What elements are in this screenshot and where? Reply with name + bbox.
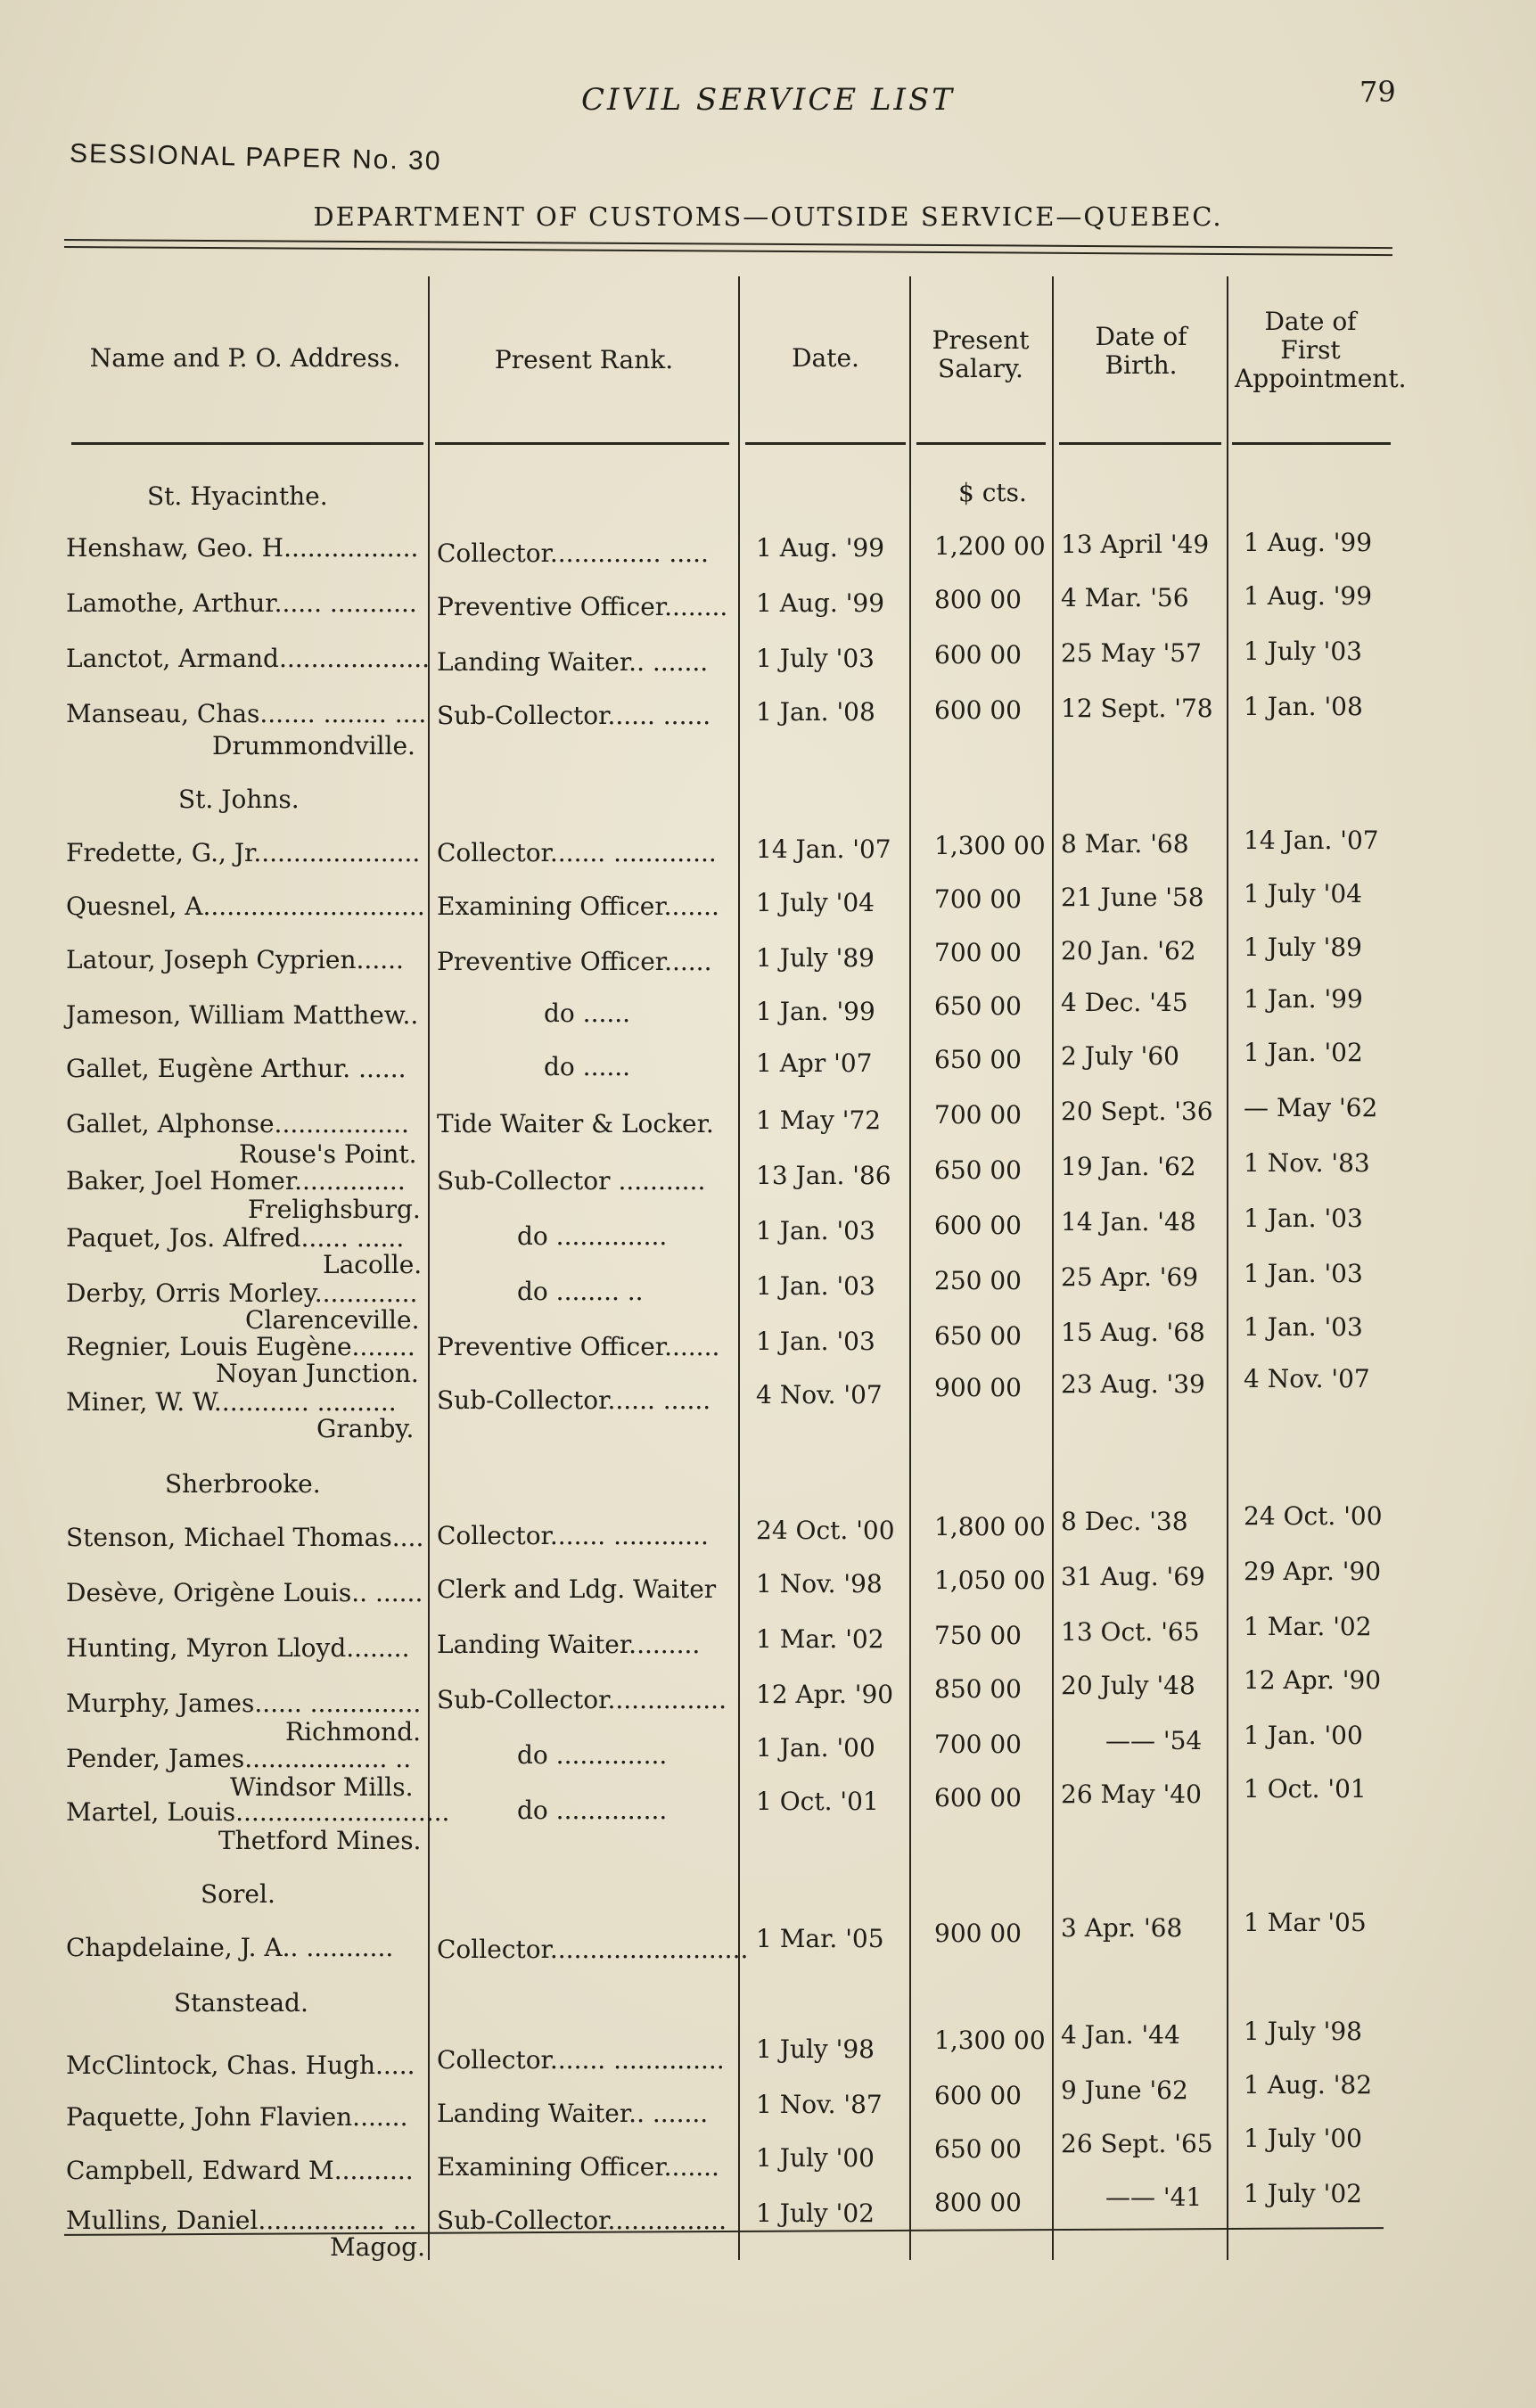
rank-date: 12 Apr. '90 bbox=[756, 1680, 894, 1709]
location-heading: Noyan Junction. bbox=[216, 1359, 419, 1388]
birth-date: 2 July '60 bbox=[1061, 1041, 1179, 1071]
appointment-date: 1 July '03 bbox=[1244, 637, 1362, 666]
birth-date: 20 July '48 bbox=[1061, 1671, 1195, 1700]
column-divider bbox=[1052, 276, 1054, 2260]
employee-name: Pender, James.................. .. bbox=[66, 1744, 412, 1773]
employee-name: Gallet, Eugène Arthur. ...... bbox=[66, 1054, 407, 1083]
birth-date: 23 Aug. '39 bbox=[1061, 1369, 1205, 1399]
rank-date: 1 Jan. '03 bbox=[756, 1271, 875, 1301]
birth-date: —— '54 bbox=[1105, 1726, 1203, 1755]
birth-date: 8 Dec. '38 bbox=[1061, 1507, 1188, 1536]
appointment-date: 29 Apr. '90 bbox=[1244, 1557, 1382, 1586]
rank-date: 1 May '72 bbox=[756, 1105, 882, 1135]
column-divider bbox=[909, 276, 911, 2260]
birth-date: 8 Mar. '68 bbox=[1061, 829, 1189, 859]
birth-date: —— '41 bbox=[1105, 2182, 1203, 2212]
birth-date: 26 Sept. '65 bbox=[1061, 2129, 1213, 2158]
birth-date: 26 May '40 bbox=[1061, 1779, 1202, 1809]
employee-rank: Collector.............. ..... bbox=[437, 538, 709, 568]
location-heading: Drummondville. bbox=[212, 731, 415, 760]
appointment-date: 4 Nov. '07 bbox=[1244, 1364, 1370, 1393]
birth-date: 20 Jan. '62 bbox=[1061, 936, 1196, 966]
rank-date: 1 Jan. '00 bbox=[756, 1733, 875, 1763]
salary: 650 00 bbox=[934, 991, 1022, 1021]
appointment-date: 1 Jan. '00 bbox=[1244, 1721, 1363, 1750]
employee-rank: Examining Officer....... bbox=[437, 2152, 719, 2182]
rank-date: 1 Oct. '01 bbox=[756, 1787, 879, 1816]
location-heading: Clarenceville. bbox=[245, 1305, 420, 1335]
rank-date: 1 Jan. '03 bbox=[756, 1327, 875, 1356]
employee-rank: do ...... bbox=[544, 1052, 631, 1081]
location-heading: St. Johns. bbox=[178, 785, 300, 814]
employee-rank: Clerk and Ldg. Waiter bbox=[437, 1574, 717, 1604]
employee-name: Quesnel, A............................ bbox=[66, 892, 425, 921]
employee-name: Manseau, Chas....... ........ .... bbox=[66, 699, 427, 728]
column-header-date: Date. bbox=[792, 343, 859, 373]
employee-rank: Collector....... .............. bbox=[437, 2045, 725, 2075]
salary: 700 00 bbox=[934, 1730, 1022, 1759]
appointment-date: — May '62 bbox=[1244, 1093, 1378, 1122]
birth-date: 15 Aug. '68 bbox=[1061, 1318, 1205, 1347]
running-head: CIVIL SERVICE LIST bbox=[581, 82, 955, 118]
birth-date: 20 Sept. '36 bbox=[1061, 1097, 1213, 1126]
employee-rank: do .............. bbox=[517, 1221, 668, 1251]
employee-rank: Landing Waiter.. ....... bbox=[437, 2099, 709, 2128]
location-heading: Windsor Mills. bbox=[230, 1772, 414, 1802]
employee-name: Mullins, Daniel................ ... bbox=[66, 2206, 417, 2235]
salary: 1,050 00 bbox=[934, 1566, 1046, 1595]
employee-name: Regnier, Louis Eugène........ bbox=[66, 1332, 415, 1361]
appointment-date: 1 Jan. '08 bbox=[1244, 692, 1363, 721]
employee-rank: do .............. bbox=[517, 1796, 668, 1825]
column-header-name: Name and P. O. Address. bbox=[89, 343, 401, 373]
employee-rank: Tide Waiter & Locker. bbox=[437, 1109, 714, 1138]
employee-name: Murphy, James...... .............. bbox=[66, 1689, 422, 1718]
employee-name: Latour, Joseph Cyprien...... bbox=[66, 945, 404, 974]
location-heading: Lacolle. bbox=[323, 1250, 423, 1279]
header-underline bbox=[1232, 442, 1391, 445]
employee-rank: do .............. bbox=[517, 1740, 668, 1770]
salary: 850 00 bbox=[934, 1674, 1022, 1704]
employee-name: Paquette, John Flavien....... bbox=[66, 2102, 408, 2132]
rank-date: 1 Nov. '87 bbox=[756, 2090, 883, 2119]
salary: 750 00 bbox=[934, 1621, 1022, 1650]
appointment-date: 1 Aug. '82 bbox=[1244, 2070, 1373, 2100]
birth-date: 9 June '62 bbox=[1061, 2075, 1188, 2105]
employee-rank: Landing Waiter......... bbox=[437, 1630, 701, 1659]
birth-date: 13 Oct. '65 bbox=[1061, 1617, 1200, 1647]
appointment-date: 1 July '89 bbox=[1244, 933, 1362, 962]
appointment-date: 1 Mar '05 bbox=[1244, 1908, 1367, 1937]
salary: 700 00 bbox=[934, 938, 1022, 967]
employee-rank: Preventive Officer........ bbox=[437, 592, 728, 621]
location-heading: Sherbrooke. bbox=[165, 1469, 321, 1499]
employee-rank: Preventive Officer....... bbox=[437, 1332, 720, 1361]
appointment-date: 1 Jan. '03 bbox=[1244, 1312, 1363, 1342]
location-heading: Frelighsburg. bbox=[248, 1195, 421, 1224]
employee-name: Martel, Louis........................... bbox=[66, 1797, 450, 1827]
rank-date: 24 Oct. '00 bbox=[756, 1516, 895, 1545]
rank-date: 1 July '00 bbox=[756, 2143, 875, 2173]
location-heading: Magog. bbox=[330, 2232, 425, 2262]
rank-date: 1 July '03 bbox=[756, 644, 875, 673]
rank-date: 13 Jan. '86 bbox=[756, 1161, 891, 1190]
location-heading: Thetford Mines. bbox=[218, 1826, 422, 1855]
location-heading: Richmond. bbox=[285, 1717, 422, 1746]
column-header-salary: Present Salary. bbox=[932, 325, 1030, 383]
employee-rank: Sub-Collector............... bbox=[437, 2206, 727, 2235]
location-heading: St. Hyacinthe. bbox=[147, 481, 328, 511]
employee-rank: Sub-Collector ........... bbox=[437, 1166, 706, 1196]
header-underline bbox=[1059, 442, 1221, 445]
salary: 600 00 bbox=[934, 2081, 1022, 2110]
birth-date: 4 Mar. '56 bbox=[1061, 583, 1189, 612]
employee-rank: do ...... bbox=[544, 999, 631, 1028]
rank-date: 14 Jan. '07 bbox=[756, 834, 891, 864]
salary: 900 00 bbox=[934, 1373, 1022, 1402]
appointment-date: 1 July '02 bbox=[1244, 2179, 1362, 2208]
column-header-appointment: Date of First Appointment. bbox=[1235, 307, 1407, 393]
location-heading: Sorel. bbox=[201, 1879, 275, 1909]
employee-rank: Sub-Collector............... bbox=[437, 1685, 727, 1714]
appointment-date: 1 Nov. '83 bbox=[1244, 1148, 1370, 1178]
birth-date: 14 Jan. '48 bbox=[1061, 1207, 1196, 1237]
birth-date: 25 May '57 bbox=[1061, 638, 1202, 668]
employee-name: Gallet, Alphonse................. bbox=[66, 1109, 409, 1138]
salary: 600 00 bbox=[934, 640, 1022, 670]
appointment-date: 14 Jan. '07 bbox=[1244, 826, 1379, 855]
header-underline bbox=[916, 442, 1046, 445]
location-heading: Rouse's Point. bbox=[239, 1139, 417, 1169]
page-number: 79 bbox=[1359, 75, 1396, 109]
appointment-date: 24 Oct. '00 bbox=[1244, 1501, 1383, 1531]
salary: 1,200 00 bbox=[934, 531, 1046, 561]
column-header-rank: Present Rank. bbox=[494, 345, 674, 374]
rank-date: 1 Aug. '99 bbox=[756, 533, 885, 563]
employee-name: Baker, Joel Homer.............. bbox=[66, 1166, 406, 1196]
appointment-date: 12 Apr. '90 bbox=[1244, 1665, 1382, 1695]
rank-date: 1 July '04 bbox=[756, 888, 875, 917]
appointment-date: 1 Aug. '99 bbox=[1244, 581, 1373, 611]
rank-date: 1 July '02 bbox=[756, 2198, 875, 2228]
birth-date: 19 Jan. '62 bbox=[1061, 1152, 1196, 1181]
employee-rank: Examining Officer....... bbox=[437, 892, 719, 921]
employee-rank: Collector......................... bbox=[437, 1935, 749, 1964]
birth-date: 31 Aug. '69 bbox=[1061, 1562, 1205, 1591]
employee-rank: Sub-Collector...... ...... bbox=[437, 701, 711, 730]
employee-rank: do ........ .. bbox=[517, 1277, 644, 1306]
employee-rank: Sub-Collector...... ...... bbox=[437, 1385, 711, 1415]
rank-date: 1 Jan. '08 bbox=[756, 697, 875, 727]
birth-date: 25 Apr. '69 bbox=[1061, 1262, 1199, 1292]
salary: 800 00 bbox=[934, 2188, 1022, 2217]
salary: 600 00 bbox=[934, 695, 1022, 725]
employee-rank: Landing Waiter.. ....... bbox=[437, 647, 709, 677]
birth-date: 3 Apr. '68 bbox=[1061, 1913, 1183, 1943]
salary: 900 00 bbox=[934, 1919, 1022, 1948]
employee-name: McClintock, Chas. Hugh..... bbox=[66, 2050, 415, 2080]
sessional-paper-label: SESSIONAL PAPER No. 30 bbox=[69, 138, 442, 177]
appointment-date: 1 July '98 bbox=[1244, 2017, 1362, 2046]
header-underline bbox=[71, 442, 423, 445]
rank-date: 1 Apr '07 bbox=[756, 1048, 873, 1078]
salary: 1,300 00 bbox=[934, 831, 1046, 860]
birth-date: 21 June '58 bbox=[1061, 883, 1204, 912]
salary: 650 00 bbox=[934, 1045, 1022, 1074]
appointment-date: 1 Aug. '99 bbox=[1244, 528, 1373, 557]
employee-rank: Collector....... ............ bbox=[437, 1521, 709, 1550]
department-title: DEPARTMENT OF CUSTOMS—OUTSIDE SERVICE—QUEBEC. bbox=[313, 201, 1223, 232]
rank-date: 1 Mar. '02 bbox=[756, 1624, 884, 1654]
column-divider bbox=[428, 276, 430, 2260]
appointment-date: 1 July '00 bbox=[1244, 2124, 1362, 2153]
birth-date: 4 Dec. '45 bbox=[1061, 988, 1188, 1017]
rank-date: 4 Nov. '07 bbox=[756, 1380, 883, 1409]
salary: 600 00 bbox=[934, 1211, 1022, 1240]
column-header-birth: Date of Birth. bbox=[1095, 322, 1187, 380]
appointment-date: 1 July '04 bbox=[1244, 879, 1362, 908]
header-underline bbox=[435, 442, 729, 445]
salary: 650 00 bbox=[934, 1321, 1022, 1351]
appointment-date: 1 Mar. '02 bbox=[1244, 1612, 1372, 1641]
appointment-date: 1 Jan. '03 bbox=[1244, 1259, 1363, 1288]
salary: 250 00 bbox=[934, 1266, 1022, 1295]
salary: 650 00 bbox=[934, 2134, 1022, 2164]
employee-name: Miner, W. W............ .......... bbox=[66, 1387, 397, 1417]
employee-name: Lamothe, Arthur...... ........... bbox=[66, 588, 417, 618]
rank-date: 1 Jan. '99 bbox=[756, 997, 875, 1026]
header-underline bbox=[745, 442, 906, 445]
employee-name: Stenson, Michael Thomas.... bbox=[66, 1523, 424, 1552]
rank-date: 1 Mar. '05 bbox=[756, 1924, 884, 1953]
rank-date: 1 Nov. '98 bbox=[756, 1569, 883, 1598]
birth-date: 13 April '49 bbox=[1061, 530, 1210, 559]
salary: 1,800 00 bbox=[934, 1512, 1046, 1541]
rank-date: 1 July '98 bbox=[756, 2034, 875, 2064]
salary: 700 00 bbox=[934, 884, 1022, 914]
employee-name: Desève, Origène Louis.. ...... bbox=[66, 1578, 423, 1607]
birth-date: 4 Jan. '44 bbox=[1061, 2020, 1180, 2050]
birth-date: 12 Sept. '78 bbox=[1061, 694, 1213, 723]
employee-name: Paquet, Jos. Alfred...... ...... bbox=[66, 1223, 405, 1253]
salary: 800 00 bbox=[934, 585, 1022, 614]
salary: 1,300 00 bbox=[934, 2026, 1046, 2055]
employee-name: Fredette, G., Jr..................... bbox=[66, 838, 421, 867]
employee-name: Chapdelaine, J. A.. ........... bbox=[66, 1933, 394, 1962]
appointment-date: 1 Jan. '02 bbox=[1244, 1038, 1363, 1067]
employee-rank: Collector....... ............. bbox=[437, 838, 717, 867]
column-divider bbox=[1227, 276, 1228, 2260]
employee-rank: Preventive Officer...... bbox=[437, 947, 712, 976]
salary: 600 00 bbox=[934, 1783, 1022, 1812]
appointment-date: 1 Jan. '99 bbox=[1244, 984, 1363, 1014]
rank-date: 1 Aug. '99 bbox=[756, 588, 885, 618]
employee-name: Jameson, William Matthew.. bbox=[66, 1000, 419, 1030]
currency-label: $ cts. bbox=[958, 478, 1027, 507]
salary: 650 00 bbox=[934, 1155, 1022, 1185]
employee-name: Hunting, Myron Lloyd........ bbox=[66, 1633, 410, 1663]
appointment-date: 1 Jan. '03 bbox=[1244, 1204, 1363, 1233]
employee-name: Henshaw, Geo. H................. bbox=[66, 533, 419, 563]
rank-date: 1 Jan. '03 bbox=[756, 1216, 875, 1245]
employee-name: Derby, Orris Morley............. bbox=[66, 1278, 418, 1308]
employee-name: Lanctot, Armand................... bbox=[66, 644, 431, 673]
rank-date: 1 July '89 bbox=[756, 943, 875, 973]
salary: 700 00 bbox=[934, 1100, 1022, 1130]
employee-name: Campbell, Edward M.......... bbox=[66, 2156, 414, 2185]
appointment-date: 1 Oct. '01 bbox=[1244, 1774, 1367, 1804]
location-heading: Stanstead. bbox=[174, 1988, 308, 2018]
location-heading: Granby. bbox=[316, 1414, 415, 1443]
